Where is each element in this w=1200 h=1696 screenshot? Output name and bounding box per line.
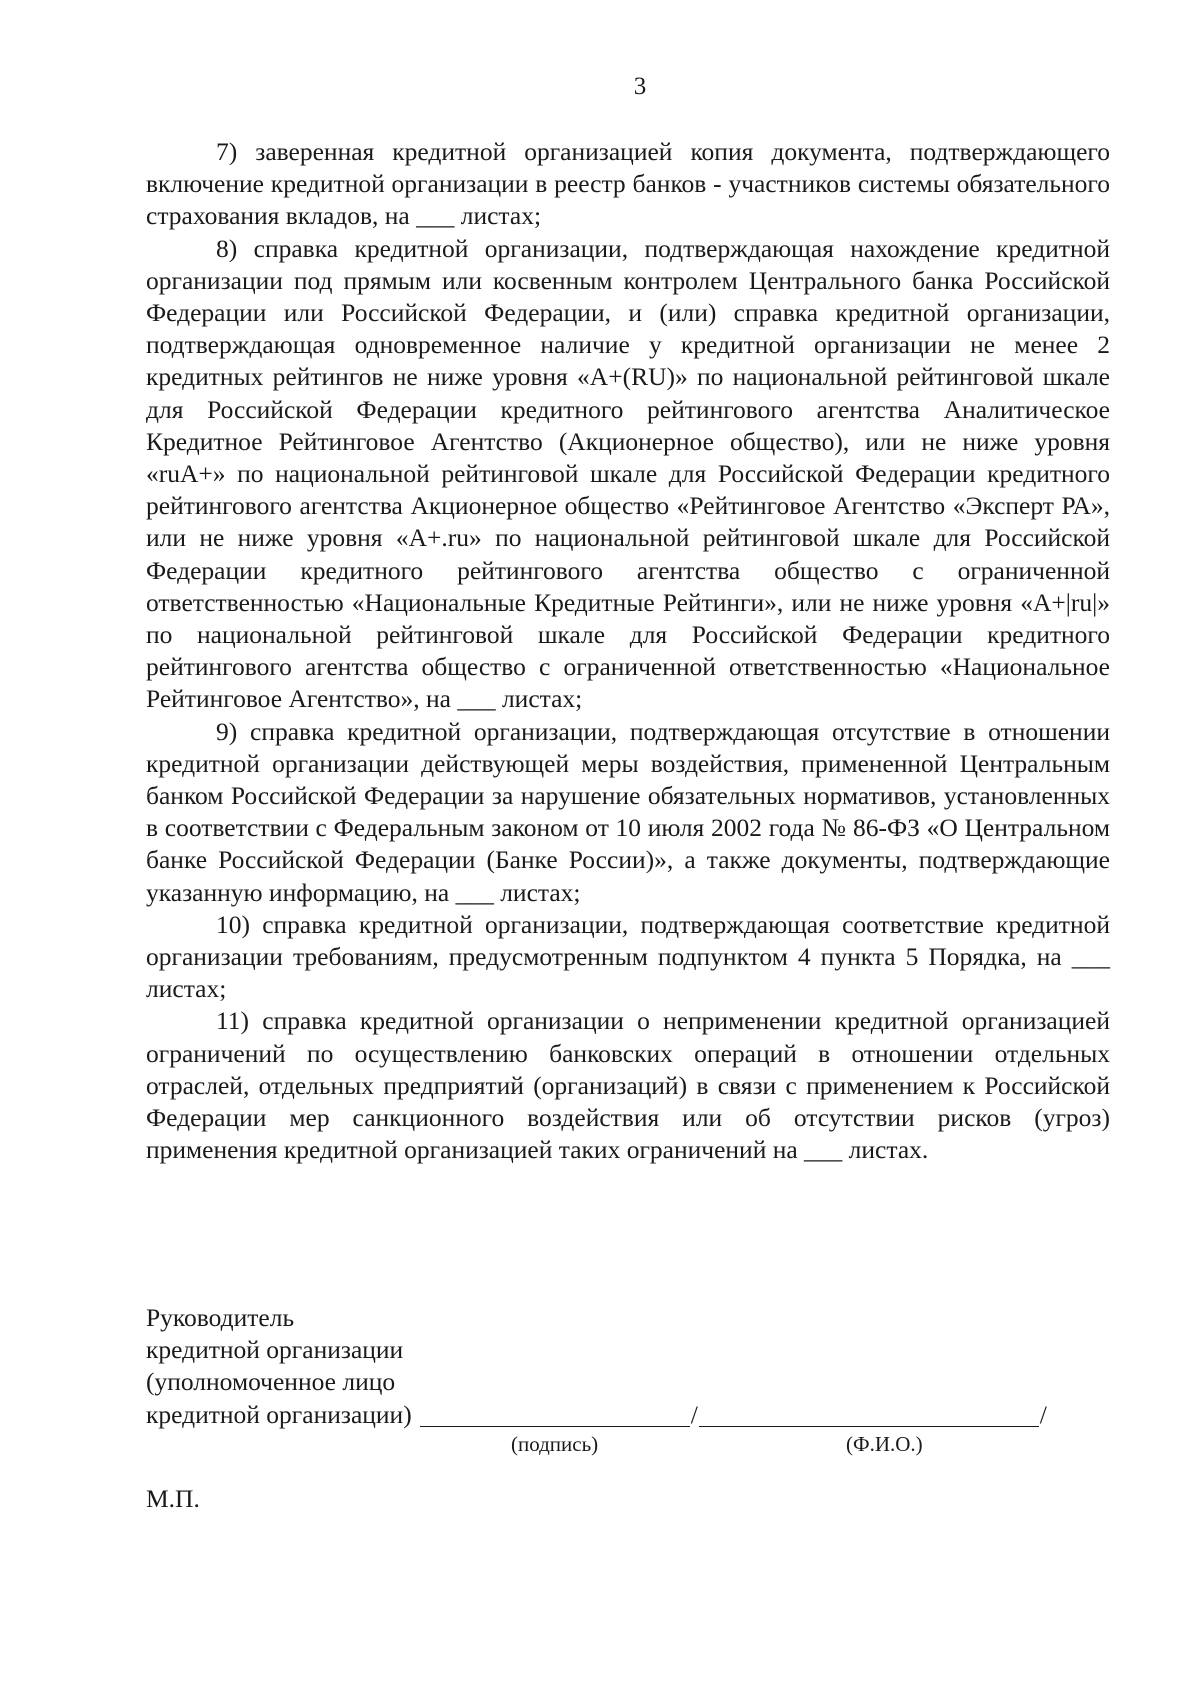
signature-role-line-1: Руководитель	[146, 1303, 295, 1332]
caption-signature: (подпись)	[511, 1431, 599, 1456]
list-item-11: 11) справка кредитной организации о неприменении кредитной организацией ограничений по осуществлению банковских операций в отношении отдельных отраслей, отдельных предприятий (организаций) в связи с применением к Российской Федерации мер санкционного воздействия или об отсутствии рисков (угроз) применения кредитной организацией таких ограничений на ___ листах.	[146, 1006, 1110, 1165]
signature-role-line-2: кредитной организации	[146, 1335, 404, 1365]
signature-row	[146, 1399, 1110, 1431]
signature-role-line-3: (уполномоченное лицо	[146, 1367, 396, 1397]
list-item-7: 7) заверенная кредитной организацией копия документа, подтверждающего включение кредитной организации в реестр банков - участников системы обязательного страхования вкладов, на ___ листах;	[146, 137, 1110, 231]
caption-fio: (Ф.И.О.)	[846, 1431, 923, 1456]
page-number: 3	[633, 73, 647, 100]
document-body	[146, 136, 1110, 1167]
list-item-10: 10) справка кредитной организации, подтверждающая соответствие кредитной организации требованиям, предусмотренным подпунктом 4 пункта 5 Порядка, на ___ листах;	[146, 909, 1110, 1004]
list-item-8: 8) справка кредитной организации, подтверждающая нахождение кредитной организации под прямым или косвенным контролем Центрального банка Российской Федерации или Российской Федерации, и (или) справка кредитной организации, подтверждающая одновременное наличие у кредитной организации не менее 2 кредитных рейтингов не ниже уровня «A+(RU)» по национальной рейтинговой шкале для Российской Федерации кредитного рейтингового агентства Аналитическое Кредитное Рейтинговое Агентство (Акционерное общество), или не ниже уровня «ruA+» по национальной рейтинговой шкале для Российской Федерации кредитного рейтингового агентства Акционерное общество «Рейтинговое Агентство «Эксперт РА», или не ниже уровня «A+.ru» по национальной рейтинговой шкале для Российской Федерации кредитного рейтингового агентства общество с ограниченной ответственностью «Национальные Кредитные Рейтинги», или не ниже уровня «A+|ru|» по национальной рейтинговой шкале для Российской Федерации кредитного рейтингового агентства общество с ограниченной ответственностью «Национальное Рейтинговое Агентство», на ___ листах;	[146, 233, 1110, 714]
signature-role-line-4: кредитной организации)	[146, 1399, 412, 1429]
list-item-9: 9) справка кредитной организации, подтверждающая отсутствие в отношении кредитной организации действующей меры воздействия, примененной Центральным банком Российской Федерации за нарушение обязательных нормативов, установленных в соответствии с Федеральным законом от 10 июля 2002 года № 86-ФЗ «О Центральном банке Российской Федерации (Банке России)», а также документы, подтверждающие указанную информацию, на ___ листах;	[146, 716, 1110, 907]
signature-block	[146, 1302, 1110, 1515]
stamp-place: М.П.	[146, 1483, 200, 1513]
separator-slash-end: /	[1039, 1399, 1047, 1429]
separator-slash: /	[690, 1399, 698, 1429]
fio-blank	[699, 1400, 1039, 1427]
signature-blank	[420, 1400, 690, 1427]
signature-captions	[146, 1431, 1110, 1461]
